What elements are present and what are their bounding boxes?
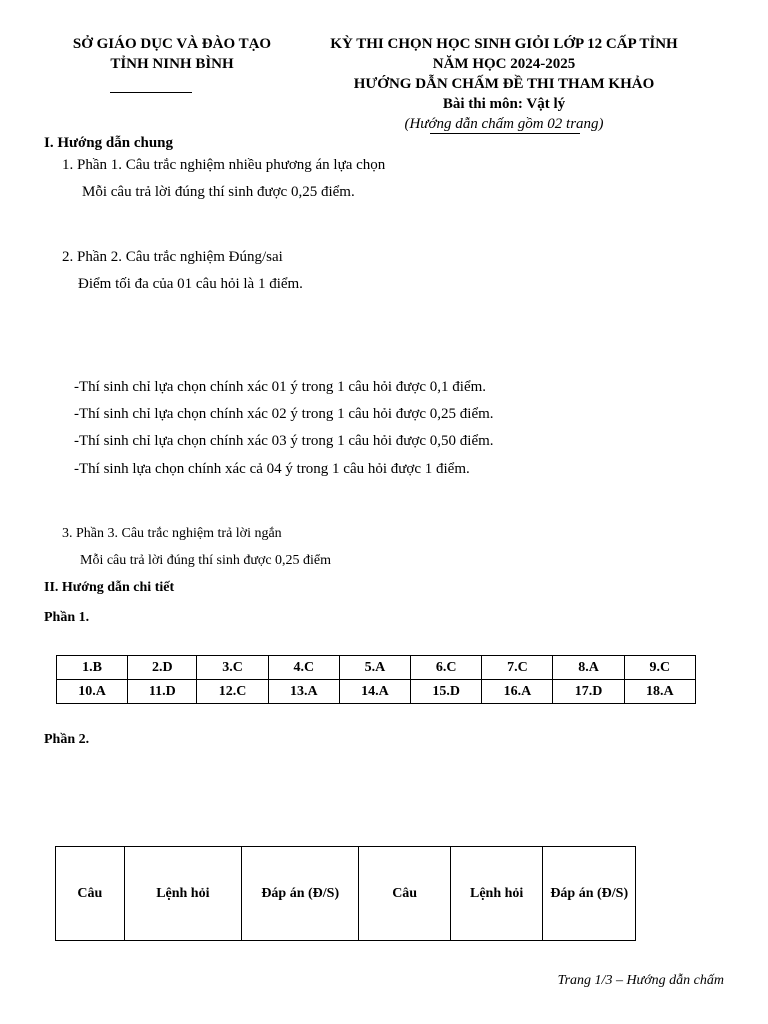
document-title: HƯỚNG DẪN CHẤM ĐỀ THI THAM KHẢO <box>353 76 655 92</box>
header-cell-statement: Lệnh hỏi <box>450 847 543 941</box>
part-1-heading: 1. Phần 1. Câu trắc nghiệm nhiều phương án lựa chọn <box>62 157 386 173</box>
answer-cell: 17.D <box>553 680 624 704</box>
part-2-label: Phần 2. <box>44 732 90 747</box>
answer-cell: 14.A <box>339 680 410 704</box>
part-1-label: Phần 1. <box>44 610 90 625</box>
table-row <box>57 680 696 704</box>
answer-cell: 6.C <box>411 656 482 680</box>
answer-cell: 13.A <box>268 680 339 704</box>
part-2-answer-table <box>55 846 636 941</box>
answer-cell: 1.B <box>57 656 128 680</box>
answer-cell: 12.C <box>197 680 268 704</box>
exam-title-block <box>300 34 708 134</box>
title-underline <box>430 133 580 134</box>
issuer-underline <box>110 92 192 93</box>
issuer-department: SỞ GIÁO DỤC VÀ ĐÀO TẠO <box>72 36 272 52</box>
answer-cell: 3.C <box>197 656 268 680</box>
issuer-province: TỈNH NINH BÌNH <box>110 56 234 72</box>
answer-cell: 9.C <box>624 656 695 680</box>
issuer-block <box>52 34 292 74</box>
header-cell-question: Câu <box>359 847 451 941</box>
answer-cell: 8.A <box>553 656 624 680</box>
part-3-heading: 3. Phần 3. Câu trắc nghiệm trả lời ngắn <box>62 526 282 541</box>
part-1-answer-table <box>56 655 696 704</box>
page-footer: Trang 1/3 – Hướng dẫn chấm <box>557 973 724 988</box>
header-cell-answer: Đáp án (Đ/S) <box>242 847 359 941</box>
answer-cell: 7.C <box>482 656 553 680</box>
part-1-text: Mỗi câu trả lời đúng thí sinh được 0,25 điểm. <box>82 184 355 200</box>
answer-cell: 5.A <box>339 656 410 680</box>
table-row <box>57 656 696 680</box>
part-2-rule: -Thí sinh chỉ lựa chọn chính xác 03 ý trong 1 câu hỏi được 0,50 điểm. <box>74 433 494 449</box>
header-cell-statement: Lệnh hỏi <box>124 847 241 941</box>
answer-cell: 16.A <box>482 680 553 704</box>
section-2-title: II. Hướng dẫn chi tiết <box>44 580 175 595</box>
answer-cell: 4.C <box>268 656 339 680</box>
answer-cell: 15.D <box>411 680 482 704</box>
part-2-rule: -Thí sinh lựa chọn chính xác cả 04 ý trong 1 câu hỏi được 1 điểm. <box>74 461 470 477</box>
table-header-row <box>56 847 636 941</box>
header-cell-answer: Đáp án (Đ/S) <box>543 847 636 941</box>
part-2-rule: -Thí sinh chỉ lựa chọn chính xác 01 ý trong 1 câu hỏi được 0,1 điểm. <box>74 379 487 395</box>
header-cell-question: Câu <box>56 847 125 941</box>
part-2-rule: -Thí sinh chỉ lựa chọn chính xác 02 ý trong 1 câu hỏi được 0,25 điểm. <box>74 406 494 422</box>
answer-cell: 18.A <box>624 680 695 704</box>
subject-line: Bài thi môn: Vật lý <box>442 96 566 112</box>
part-2-heading: 2. Phần 2. Câu trắc nghiệm Đúng/sai <box>62 249 283 265</box>
answer-cell: 2.D <box>128 656 197 680</box>
exam-title: KỲ THI CHỌN HỌC SINH GIỎI LỚP 12 CẤP TỈNH <box>330 36 678 52</box>
part-3-text: Mỗi câu trả lời đúng thí sinh được 0,25 điểm <box>80 553 332 568</box>
part-2-text: Điểm tối đa của 01 câu hỏi là 1 điểm. <box>78 276 303 292</box>
answer-cell: 11.D <box>128 680 197 704</box>
page-count-note: (Hướng dẫn chấm gồm 02 trang) <box>404 116 604 132</box>
section-1-title: I. Hướng dẫn chung <box>44 135 174 151</box>
answer-cell: 10.A <box>57 680 128 704</box>
school-year: NĂM HỌC 2024-2025 <box>432 56 576 72</box>
